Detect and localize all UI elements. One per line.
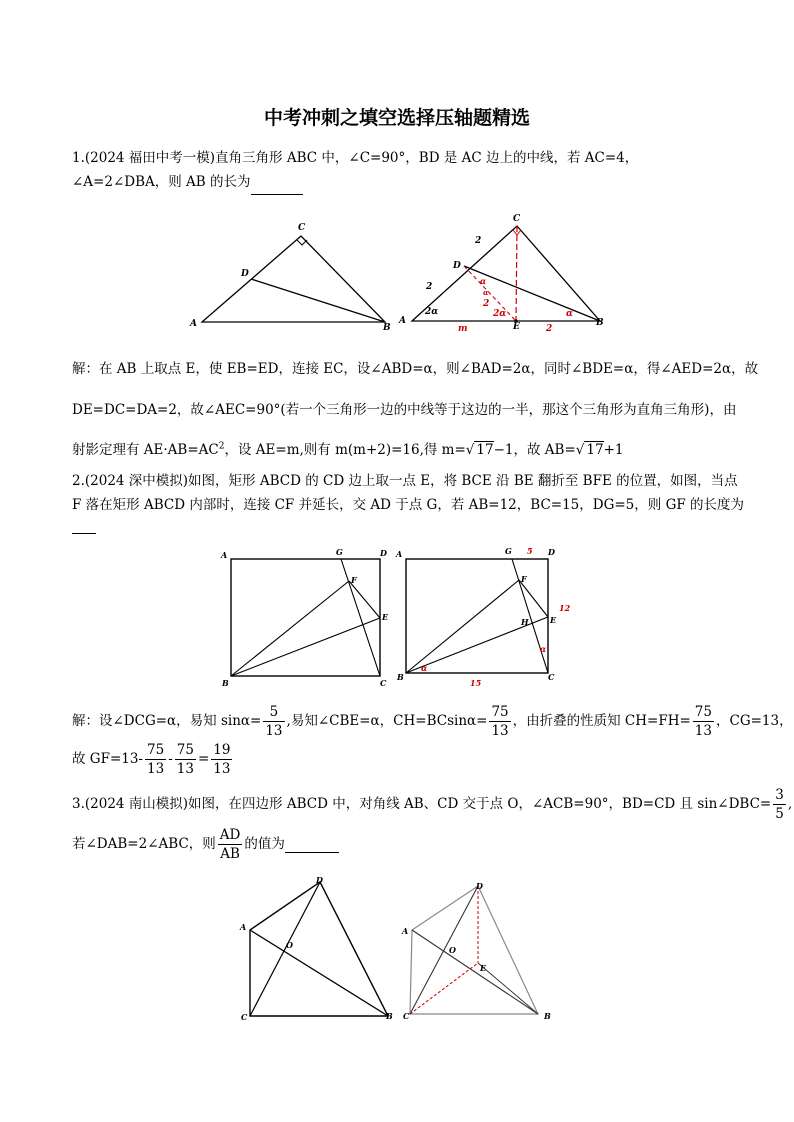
q1-solution-line-1: 解：在 AB 上取点 E，使 EB=ED，连接 EC，设∠ABD=α，则∠BAD=2α，同时∠BDE=α，得∠AED=2α，故 [72,361,759,377]
q2-fig2-label-b: B [397,672,404,682]
q1-fig2-label-c: C [513,214,521,224]
q3-fig2-label-c: C [403,1011,410,1021]
q1-fig1-label-c: C [298,223,306,233]
q2-line-2: F 落在矩形 ABCD 内部时，连接 CF 并延长，交 AD 于点 G，若 AB=12，BC=15，DG=5，则 GF 的长度为 [72,497,745,513]
q2-figure-1 [218,546,396,688]
q1-figure-1 [185,218,405,334]
q3-fig1-label-o: O [286,940,293,950]
q2-sol-a: 解：设∠DCG=α，易知 sinα= [72,713,262,729]
q2-fig2-label-angle-b: α [421,663,428,673]
q3-fig2-diagonal-cd [410,886,478,1014]
q3-fig2-label-d: D [476,881,483,891]
q1-fig1-label-a: A [190,319,197,329]
q1-fig2-label-a: A [399,316,406,326]
q2-fig1-label-g: G [336,547,343,557]
q3-figure-1 [232,872,402,1024]
q1-fig1-label-b: B [383,323,391,333]
q1-fig2-segment-ce [516,226,517,321]
q2-sol2-c: = [197,751,210,767]
q1-fig2-label-d: D [453,261,461,271]
q3-frac-sin: $\frac{3}{5}$ [775,787,784,822]
q2-answer-blank [72,517,96,534]
q3-line2a: 若∠DAB=2∠ABC，则 [72,836,216,852]
q2-fig1-line-gc [341,559,380,676]
q1-fig2-label-da-2: 2 [426,282,433,292]
q1-fig2-label-m: m [458,324,468,334]
q2-frac-g3: $\frac{19}{13}$ [213,742,231,777]
q1-fig2-label-angle-a: 2α [425,307,439,317]
q3-fig2-label-a: A [402,926,409,936]
q2-fig1-label-a: A [221,550,228,560]
q1-text: 1.(2024 福田中考一模)直角三角形 ABC 中，∠C=90°，BD 是 AC 边上的中线，若 AC=4，∠A=2∠DBA，则 AB 的长为 [72,150,639,190]
q2-fig2-line-gc [512,559,548,673]
q1-fig2-segment-de [464,266,516,321]
q2-figure-2 [394,545,579,687]
q3-fig1-label-b: B [386,1011,393,1021]
q2-fig1-line-bf [231,581,349,676]
q2-fig1-label-b: B [222,678,229,688]
q3-figure-2 [398,878,568,1026]
q2-sol-b: ,易知∠CBE=α，CH=BCsinα= [286,713,488,729]
q3-fig1-diagonal-ab [250,930,388,1016]
q2-fig1-line-be [231,618,380,676]
q1-sol-3c: −1 [493,442,514,458]
q3-fig2-dashed-ce [410,963,478,1014]
q2-fig2-label-g: G [505,546,512,556]
q2-fig2-label-h: H [521,617,529,627]
q3-line1-text: 3.(2024 南山模拟)如图，在四边形 ABCD 中，对角线 AB、CD 交于点 O，∠ACB=90°，BD=CD 且 sin∠DBC= [72,796,772,812]
q2-frac-ch: $\frac{75}{13}$ [491,704,509,739]
q1-sol-3sup: 2 [218,441,225,452]
q3-fig2-label-o: O [449,945,456,955]
q2-fig2-label-bc-15: 15 [470,678,482,687]
q2-frac-fh: $\frac{75}{13}$ [694,704,712,739]
q2-frac-g2: $\frac{75}{13}$ [176,742,194,777]
q1-fig2-label-alpha: α [483,288,489,297]
q1-sol-3a: 射影定理有 AE·AB=AC [72,442,219,458]
q2-fig1-line-fe [349,581,380,618]
q3-fig2-label-e: E [480,963,487,973]
q1-solution-line-2: DE=DC=DA=2，故∠AEC=90°(若一个三角形一边的中线等于这边的一半，那这个三角形为直角三角形)，由 [72,402,737,418]
q1-figure-2 [395,210,615,334]
q2-sol2-b: - [168,751,173,767]
q3-fig2-diagonal-ab [412,930,538,1014]
q3-fig2-line-eb [478,963,538,1014]
q1-answer-blank [251,170,303,195]
q3-fig2-label-b: B [544,1011,551,1021]
q1-sol-3b: ，设 AE=m,则有 m(m+2)=16,得 m= [224,442,466,458]
q2-sol2-a: 故 GF=13- [72,751,143,767]
q3-answer-blank [285,836,339,853]
q1-fig2-label-angle-aed: 2α [493,309,507,319]
q1-fig2-triangle [412,226,600,321]
q2-fig1-label-c: C [380,678,387,688]
q2-solution-line-2 [72,741,234,778]
q3-line-1 [72,786,792,823]
q1-fig2-label-angle-bde: α [480,276,487,286]
q2-solution-line-1 [72,703,793,740]
q1-fig1-triangle [202,236,385,322]
q2-line-1: 2.(2024 深中模拟)如图，矩形 ABCD 的 CD 边上取一点 E，将 BCE 沿 BE 翻折至 BFE 的位置，如图，当点 [72,473,738,489]
q2-answer-blank-row [72,517,96,534]
q2-fig2-label-e: E [550,615,557,625]
q1-sol-3d: ，故 AB= [513,442,576,458]
q3-fig1-label-a: A [240,922,247,932]
q2-fig1-label-e: E [382,612,389,622]
q2-fig2-label-dg-5: 5 [527,546,533,556]
q2-fig2-line-fe [519,580,548,617]
q2-fig2-label-angle-c: α [540,644,547,654]
q1-statement [72,146,724,195]
q2-fig2-label-f: F [521,574,527,584]
q3-fig1-label-c: C [241,1012,248,1022]
q1-fig2-label-b: B [596,318,604,328]
q2-sol-d: ，CG=13， [715,713,793,729]
q1-sol-3e: +1 [603,442,624,458]
q3-fig1-diagonal-cd [250,882,320,1016]
q2-fig2-label-cd-12: 12 [559,603,571,613]
q3-line2b: 的值为 [244,836,285,852]
q1-sqrt-2: 17 [586,442,604,458]
q1-solution-line-3: 射影定理有 $AE\cdot AB=AC^2$，设 AE=m,则有 m(m+2)=16,得 m=√ 17−1，故 AB=√ 17+1 [72,441,624,458]
q1-fig1-label-d: D [241,269,249,279]
q1-fig2-label-eb-2: 2 [546,324,553,334]
q3-frac-ratio: $\frac{AD}{AB}$ [219,827,241,862]
page-title: 中考冲刺之填空选择压轴题精选 [263,107,530,129]
q1-fig2-label-e: E [513,322,520,332]
q3-line-2 [72,826,339,863]
q1-fig2-label-dc-2: 2 [475,236,482,246]
q2-fig2-label-a: A [396,549,403,559]
q3-fig1-label-d: D [316,875,323,885]
q2-frac-sin: $\frac{5}{13}$ [265,704,283,739]
q1-fig2-label-angle-b: α [566,309,573,319]
q2-sol-c: ，由折叠的性质知 CH=FH= [512,713,691,729]
q3-fig1-quadrilateral [250,882,388,1016]
q1-fig2-label-de-2: 2 [483,299,490,309]
q2-fig2-label-c: C [548,672,555,682]
q3-line1-end: , [787,796,793,812]
q2-fig2-label-d: D [548,547,555,557]
q2-fig2-line-bf [406,580,519,673]
q2-fig1-label-f: F [351,575,357,585]
q2-frac-g1: $\frac{75}{13}$ [147,742,165,777]
q1-sqrt-1: 17 [476,442,494,458]
q2-fig1-label-d: D [380,548,387,558]
q3-fig2-quadrilateral [410,886,538,1014]
